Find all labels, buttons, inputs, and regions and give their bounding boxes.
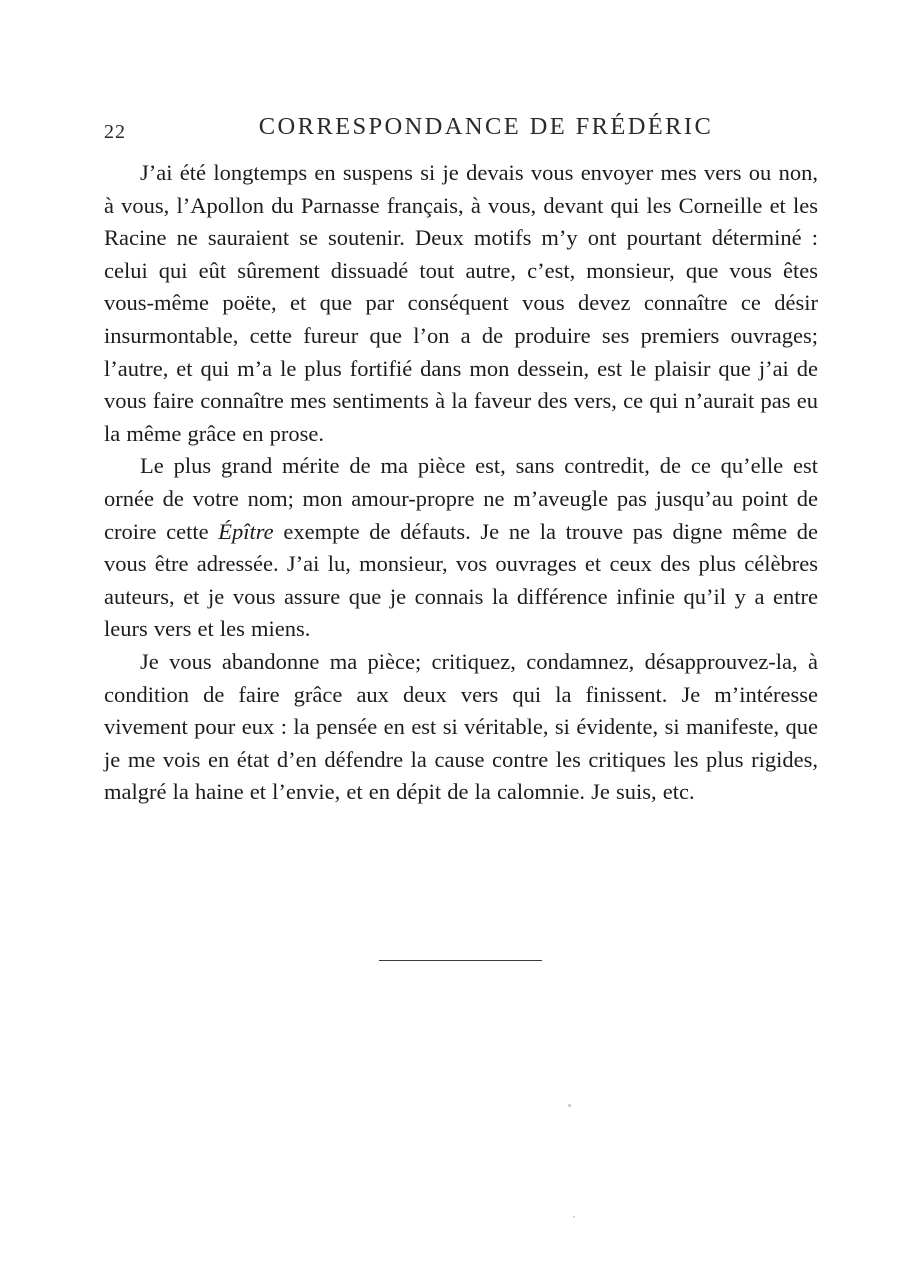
paragraph-2-text-end: exempte de défauts. Je ne la trouve pas digne même de vous être adressée. J’ai lu, monsieur, vos ouvrages et ceux des plus célèbres auteurs, et je vous assure que je connais la différence infinie qu’il y a entre leurs vers et les miens. bbox=[104, 518, 818, 642]
paragraph-2 bbox=[104, 450, 818, 646]
letter-body bbox=[104, 157, 818, 809]
running-title: CORRESPONDANCE DE FRÉDÉRIC bbox=[258, 113, 714, 140]
paper-speck bbox=[573, 1216, 575, 1218]
epitre-italic: Épître bbox=[218, 518, 274, 544]
section-divider-rule bbox=[379, 960, 542, 961]
running-head bbox=[104, 113, 818, 145]
paper-speck bbox=[568, 1104, 571, 1107]
paragraph-1: J’ai été longtemps en suspens si je devais vous envoyer mes vers ou non, à vous, l’Apollon du Parnasse français, à vous, devant qui les Corneille et les Racine ne sauraient se soutenir. Deux motifs m’y ont pourtant déterminé : celui qui eût sûrement dissuadé tout autre, c’est, monsieur, que vous êtes vous-même poëte, et que par conséquent vous devez connaître ce désir insurmontable, cette fureur que l’on a de produire ses premiers ouvrages; l’autre, et qui m’a le plus fortifié dans mon dessein, est le plaisir que j’ai de vous faire connaître mes sentiments à la faveur des vers, ce qui n’aurait pas eu la même grâce en prose. bbox=[104, 160, 818, 446]
paragraph-3: Je vous abandonne ma pièce; critiquez, condamnez, désapprouvez-la, à condition de faire grâce aux deux vers qui la finissent. Je m’intéresse vivement pour eux : la pensée en est si véritable, si évidente, si manifeste, que je me vois en état d’en défendre la cause contre les critiques les plus rigides, malgré la haine et l’envie, et en dépit de la calomnie. Je suis, etc. bbox=[104, 648, 818, 805]
paragraph-2-text-start: Le plus grand mérite de ma pièce est, sans contredit, de ce qu’elle est ornée de votre nom; mon amour-propre ne m’aveugle pas jusqu’au point de croire cette bbox=[104, 453, 818, 544]
page-number: 22 bbox=[104, 121, 126, 143]
